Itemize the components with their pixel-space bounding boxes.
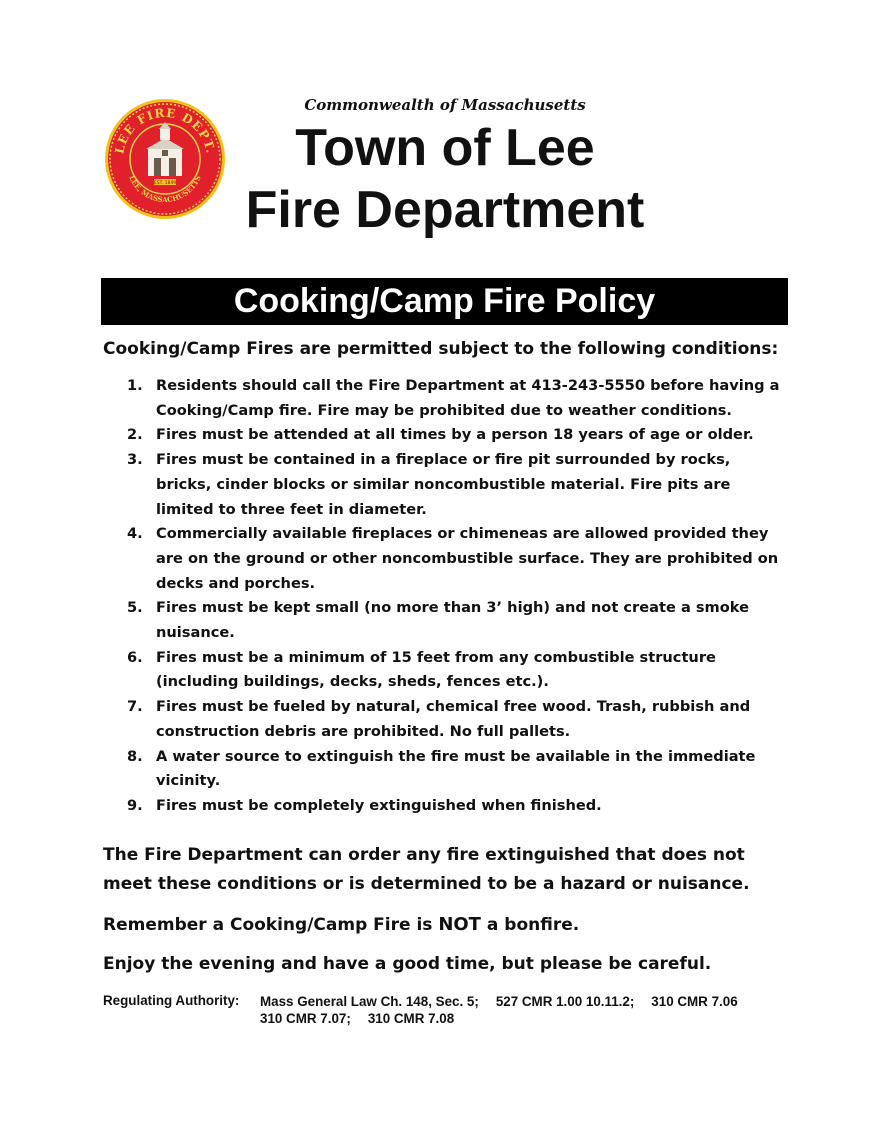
condition-item (127, 448, 789, 522)
condition-number: 6. (127, 648, 143, 666)
regulation-citation: Mass General Law Ch. 148, Sec. 5; (260, 994, 479, 1009)
condition-number: 9. (127, 796, 143, 814)
condition-text: Fires must be attended at all times by a person 18 years of age or older. (156, 426, 754, 444)
order-paragraph: The Fire Department can order any fire extinguished that does not meet these conditions or is determined to be a hazard or nuisance. (103, 845, 750, 894)
condition-number: 5. (127, 599, 143, 617)
svg-text:LEE FIRE DEPT.: LEE FIRE DEPT. (112, 105, 218, 156)
condition-item (127, 745, 789, 794)
condition-item (127, 794, 789, 819)
condition-number: 4. (127, 525, 143, 543)
conditions-list (127, 374, 789, 819)
condition-text: Residents should call the Fire Department at 413-243-5550 before having a Cooking/Camp fire. Fire may be prohibited due to weather conditions. (156, 377, 780, 419)
condition-number: 2. (127, 426, 143, 444)
condition-number: 8. (127, 747, 143, 765)
condition-text: Fires must be completely extinguished when finished. (156, 796, 602, 814)
condition-number: 7. (127, 698, 143, 716)
condition-item (127, 374, 789, 423)
svg-text:LEE, MASSACHUSETTS: LEE, MASSACHUSETTS (127, 174, 203, 205)
condition-item (127, 695, 789, 744)
emphasis-not: NOT (438, 914, 481, 935)
regulating-authority-list (260, 993, 800, 1027)
regulation-citation: 310 CMR 7.06 (651, 994, 738, 1009)
condition-item (127, 522, 789, 596)
condition-text: Commercially available fireplaces or chimeneas are allowed provided they are on the ground or other noncombustible surface. They are prohibited on decks and porches. (156, 525, 779, 592)
town-title: Town of Lee (295, 119, 595, 177)
remember-paragraph (103, 910, 793, 940)
condition-number: 1. (127, 377, 143, 394)
policy-banner: Cooking/Camp Fire Policy (101, 278, 788, 325)
condition-text: Fires must be a minimum of 15 feet from any combustible structure (including buildings, decks, sheds, fences etc.). (156, 648, 716, 691)
regulating-authority-label: Regulating Authority: (103, 993, 240, 1008)
intro-text: Cooking/Camp Fires are permitted subject to the following conditions: (103, 339, 779, 359)
condition-item (127, 423, 789, 448)
remember-text-pre: Remember a Cooking/Camp Fire is (103, 915, 433, 935)
condition-text: Fires must be contained in a fireplace or fire pit surrounded by rocks, bricks, cinder blocks or similar noncombustible material. Fire pits are limited to three feet in diameter. (156, 451, 731, 518)
condition-item (127, 596, 789, 645)
condition-number: 3. (127, 451, 143, 469)
svg-text:EST. 1849: EST. 1849 (153, 181, 177, 186)
condition-text: Fires must be fueled by natural, chemical free wood. Trash, rubbish and construction debris are prohibited. No full pallets. (156, 698, 751, 740)
regulation-citation: 310 CMR 7.08 (367, 1011, 455, 1026)
regulation-citation: 310 CMR 7.07; (260, 1011, 351, 1026)
condition-text: A water source to extinguish the fire must be available in the immediate vicinity. (156, 747, 756, 790)
condition-item (127, 646, 789, 695)
commonwealth-heading: Commonwealth of Massachusetts (304, 96, 586, 114)
remember-text-post: a bonfire. (486, 915, 580, 935)
regulation-citation: 527 CMR 1.00 10.11.2; (495, 994, 635, 1009)
department-title: Fire Department (245, 181, 645, 239)
condition-text: Fires must be kept small (no more than 3’ high) and not create a smoke nuisance. (156, 599, 749, 642)
enjoy-paragraph: Enjoy the evening and have a good time, but please be careful. (103, 954, 712, 974)
